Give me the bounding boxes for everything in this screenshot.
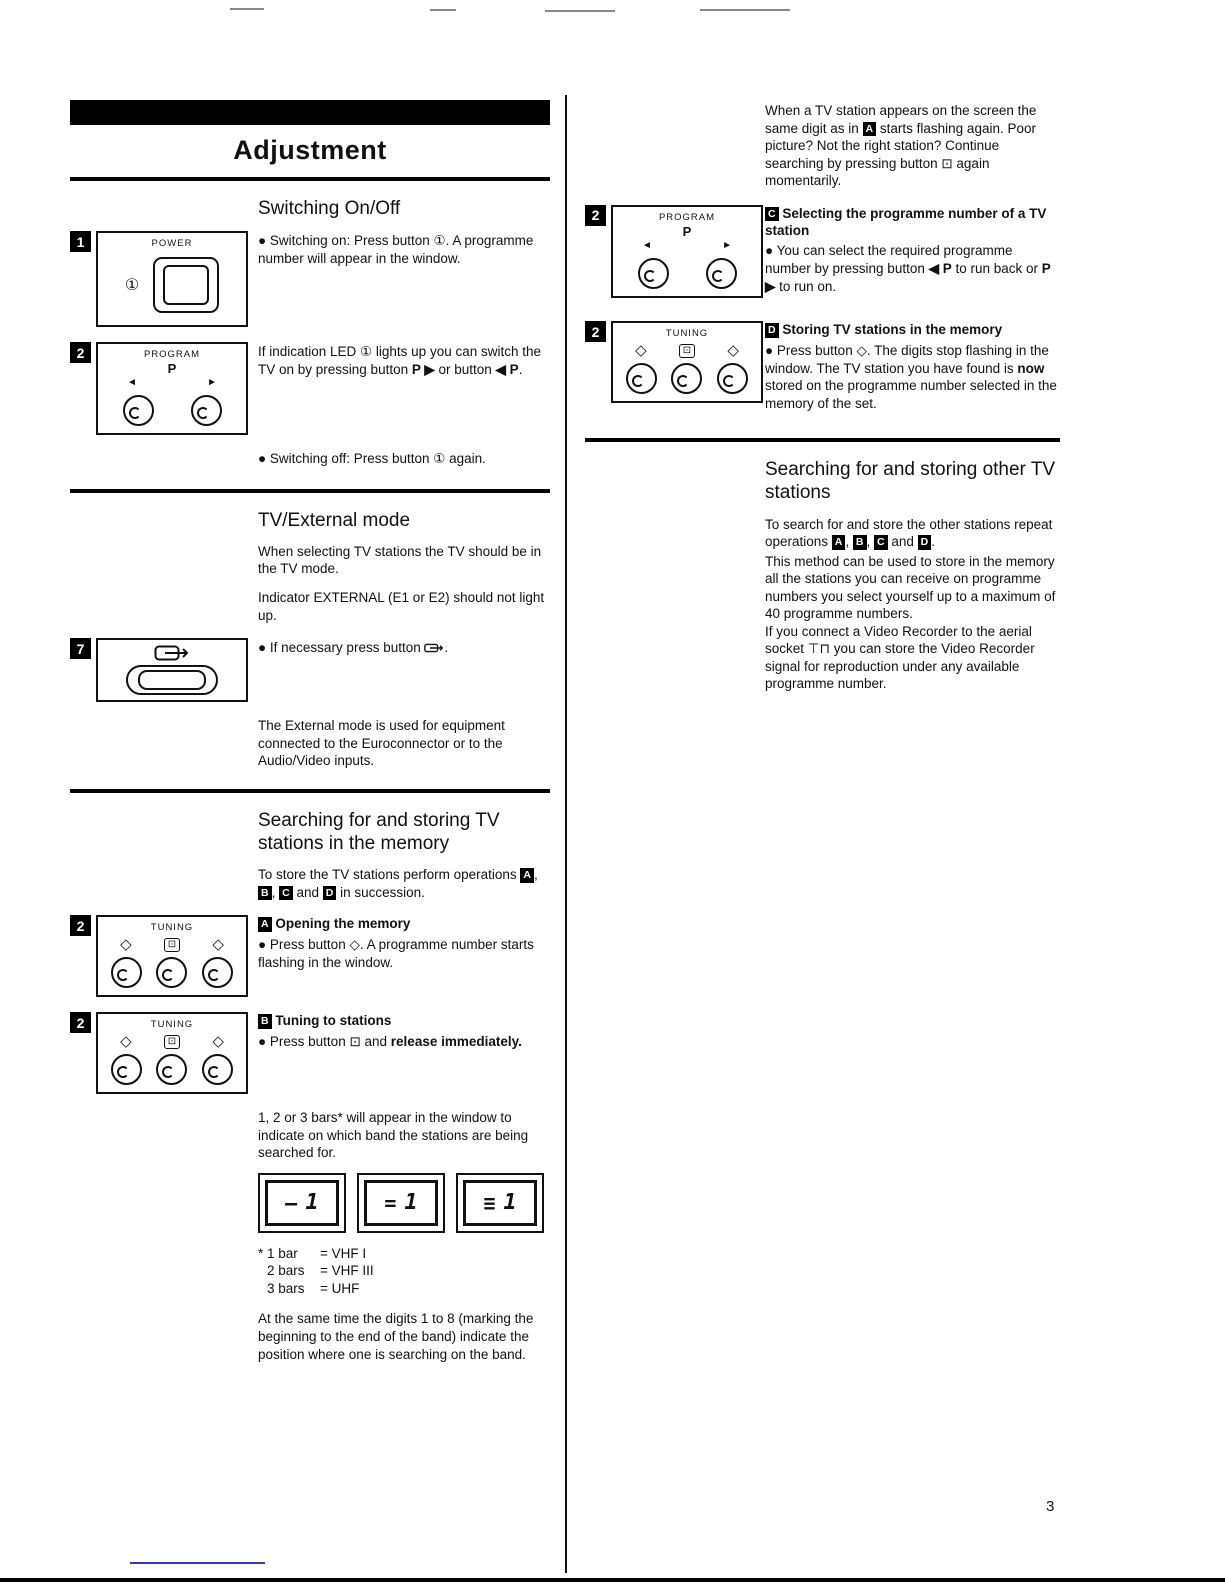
step-b-heading: B Tuning to stations [258, 1013, 550, 1030]
op-c-icon: C [874, 535, 888, 550]
external-indicator-text: Indicator EXTERNAL (E1 or E2) should not light up. [258, 589, 545, 623]
page-bottom-edge [0, 1578, 1225, 1582]
step-c-row [585, 205, 1060, 306]
section-divider [585, 438, 1060, 442]
figure-power [70, 231, 258, 327]
program-arrows [127, 377, 217, 388]
power-button-inner [163, 265, 209, 305]
display-window-uhf [456, 1173, 544, 1233]
op-d-icon: D [918, 535, 932, 550]
method-store-text: This method can be used to store in the memory all the stations you can receive on programme numbers you select yourself up to a maximum of 40 programme numbers. [765, 553, 1056, 622]
heading-switching: Switching On/Off [258, 198, 401, 219]
program-p-label: P [167, 361, 177, 377]
band-digit: 1 [305, 1190, 319, 1216]
step-d-row [585, 321, 1060, 423]
repeat-operations-text: To search for and store the other stations repeat operations A , B , C and D . [765, 516, 1053, 550]
search-icon: ◇ [727, 342, 739, 360]
display-readout [463, 1180, 537, 1226]
program-panel [96, 342, 248, 435]
step-power-row [70, 231, 550, 327]
panel-label: TUNING [150, 1019, 194, 1031]
knob-dial [156, 1054, 187, 1085]
memory-button-icon: ⊡ [679, 344, 695, 358]
scan-artifact [545, 10, 615, 12]
scan-artifact [430, 9, 456, 11]
step-c-heading: C Selecting the programme number of a TV station [765, 205, 1047, 238]
step-b-text-wrap [258, 1012, 550, 1061]
left-arrow-icon: ◄ [642, 239, 652, 251]
scan-artifact [700, 9, 790, 11]
power-panel-body [104, 257, 240, 313]
display-window-vhf3 [357, 1173, 445, 1233]
knob-dial [717, 363, 748, 394]
heading-searching-other: Searching for and storing other TV stations [765, 459, 1056, 504]
knob-dial [202, 1054, 233, 1085]
switching-off-text: ● Switching off: Press button ① again. [258, 451, 486, 467]
heading-tv-external: TV/External mode [258, 509, 411, 531]
search-icon: ◇ [212, 936, 224, 954]
bars-legend [258, 1245, 550, 1298]
op-a-icon: A [863, 122, 877, 137]
step-a-heading: A Opening the memory [258, 916, 550, 933]
page-title: Adjustment [233, 135, 387, 165]
column-divider [565, 95, 567, 1573]
memory-button-icon: ⊡ [164, 938, 180, 952]
knob-dial [191, 395, 222, 426]
title-bar [70, 100, 550, 125]
band-digit: 1 [503, 1190, 517, 1216]
station-appears-text: When a TV station appears on the screen the same digit as in A starts flashing again. Poor picture? Not the right station? Continue searching by pressing button ⊡ again momentarily. [765, 103, 1037, 189]
step-badge: 2 [70, 342, 91, 363]
knob-row [104, 957, 240, 988]
tuning-symbols [619, 343, 755, 358]
external-panel [96, 638, 248, 702]
knob-dial [123, 395, 154, 426]
legend-row: 3 bars = UHF [267, 1280, 360, 1296]
external-button-inner [138, 670, 206, 690]
scan-artifact [230, 8, 264, 10]
op-c-icon: C [765, 207, 779, 222]
knob-dial [626, 363, 657, 394]
search-icon: ◇ [635, 342, 647, 360]
search-icon: ◇ [120, 1033, 132, 1051]
search-icon: ◇ [120, 936, 132, 954]
step-d-text-wrap [765, 321, 1060, 423]
band-bars: = [384, 1190, 397, 1215]
figure-tuning-d [585, 321, 765, 403]
external-button [126, 665, 218, 695]
op-d-icon: D [323, 886, 337, 901]
op-b-icon: B [853, 535, 867, 550]
pen-mark [130, 1562, 265, 1564]
legend-row: 2 bars = VHF III [267, 1263, 374, 1279]
tuning-panel [611, 321, 763, 403]
knob-row [619, 363, 755, 394]
panel-label: POWER [151, 238, 193, 250]
op-a-icon: A [832, 535, 846, 550]
step-c-text: ● You can select the required programme number by pressing button ◀ P to run back or P ▶ to run on. [765, 243, 1051, 294]
band-bars: ≡ [483, 1190, 496, 1215]
op-b-icon: B [258, 1014, 272, 1029]
tv-mode-text: When selecting TV stations the TV should be in the TV mode. [258, 543, 542, 577]
step-c-text-wrap [765, 205, 1060, 306]
program-panel [611, 205, 763, 298]
step-badge: 2 [585, 321, 606, 342]
tuning-panel [96, 915, 248, 997]
display-readout [265, 1180, 339, 1226]
step-a-text-wrap [258, 915, 550, 982]
search-icon: ◇ [212, 1033, 224, 1051]
tuning-panel [96, 1012, 248, 1094]
step-a-row [70, 915, 550, 997]
op-d-icon: D [765, 323, 779, 338]
section-divider [70, 177, 550, 181]
knob-dial [671, 363, 702, 394]
step-b-text: ● Press button ⊡ and release immediately. [258, 1034, 522, 1050]
program-p-label: P [682, 223, 692, 239]
step-program-text-wrap [258, 342, 550, 389]
step-d-heading: D Storing TV stations in the memory [765, 322, 1060, 339]
display-windows [258, 1173, 550, 1233]
figure-external [70, 638, 258, 702]
tuning-symbols [104, 937, 240, 952]
knob-dial [156, 957, 187, 988]
step-badge: 2 [585, 205, 606, 226]
power-panel [96, 231, 248, 327]
step-badge: 2 [70, 915, 91, 936]
op-c-icon: C [279, 886, 293, 901]
section-divider [70, 789, 550, 793]
memory-button-icon: ⊡ [164, 1035, 180, 1049]
step-program-row [70, 342, 550, 435]
store-operations-text: To store the TV stations perform operations A , B , C and D in succession. [258, 867, 538, 900]
step-badge: 7 [70, 638, 91, 659]
external-mode-icon [154, 645, 190, 661]
power-icon: ① [124, 277, 140, 295]
step-badge: 2 [70, 1012, 91, 1033]
panel-label: PROGRAM [658, 211, 716, 223]
step-external-text-wrap [258, 638, 550, 668]
band-digit: 1 [404, 1190, 418, 1216]
left-column [70, 100, 550, 1374]
page-number: 3 [1046, 1498, 1055, 1515]
bars-explanation-text: 1, 2 or 3 bars* will appear in the window to indicate on which band the stations are being searched for. [258, 1110, 529, 1161]
op-a-icon: A [520, 868, 534, 883]
step-badge: 1 [70, 231, 91, 252]
step-d-text: ● Press button ◇. The digits stop flashing in the window. The TV station you have found is now stored on the programme number selected in the memory of the set. [765, 343, 1057, 411]
step-b-row [70, 1012, 550, 1094]
right-arrow-icon: ► [207, 377, 217, 389]
video-recorder-text: If you connect a Video Recorder to the aerial socket ⊤⊓ you can store the Video Recorder signal for reproduction under any available programme number. [765, 623, 1035, 692]
figure-tuning-b [70, 1012, 258, 1094]
external-mode-usage-text: The External mode is used for equipment connected to the Euroconnector or to the Audio/Video inputs. [258, 718, 505, 769]
band-bars: – [285, 1190, 298, 1215]
step-external-row [70, 638, 550, 702]
knob-row [104, 395, 240, 426]
press-external-text: ● If necessary press button . [258, 640, 449, 656]
figure-program-c [585, 205, 765, 298]
section-divider [70, 489, 550, 493]
right-column [585, 100, 1060, 704]
panel-label: TUNING [150, 922, 194, 934]
display-window-vhf1 [258, 1173, 346, 1233]
op-b-icon: B [258, 886, 272, 901]
power-button [153, 257, 219, 313]
digits-position-text: At the same time the digits 1 to 8 (marking the beginning to the end of the band) indicate the position where one is searching on the band. [258, 1311, 534, 1362]
knob-dial [638, 258, 669, 289]
step-a-text: ● Press button ◇. A programme number starts flashing in the window. [258, 937, 534, 970]
switching-on-text: ● Switching on: Press button ①. A programme number will appear in the window. [258, 233, 534, 266]
knob-row [104, 1054, 240, 1085]
legend-row: * 1 bar = VHF I [258, 1245, 367, 1261]
knob-row [619, 258, 755, 289]
figure-tuning-a [70, 915, 258, 997]
knob-dial [111, 1054, 142, 1085]
external-mode-icon [424, 643, 444, 653]
panel-label: TUNING [665, 328, 709, 340]
program-arrows [642, 240, 732, 251]
panel-label: PROGRAM [143, 349, 201, 361]
knob-dial [706, 258, 737, 289]
knob-dial [202, 957, 233, 988]
heading-searching-store: Searching for and storing TV stations in the memory [258, 809, 500, 854]
led-indication-text: If indication LED ① lights up you can switch the TV on by pressing button P ▶ or button ◀ P. [258, 344, 541, 377]
right-arrow-icon: ► [722, 239, 732, 251]
left-arrow-icon: ◄ [127, 377, 137, 389]
knob-dial [111, 957, 142, 988]
figure-program [70, 342, 258, 435]
step-power-text-wrap [258, 231, 550, 278]
op-a-icon: A [258, 917, 272, 932]
tuning-symbols [104, 1034, 240, 1049]
display-readout [364, 1180, 438, 1226]
